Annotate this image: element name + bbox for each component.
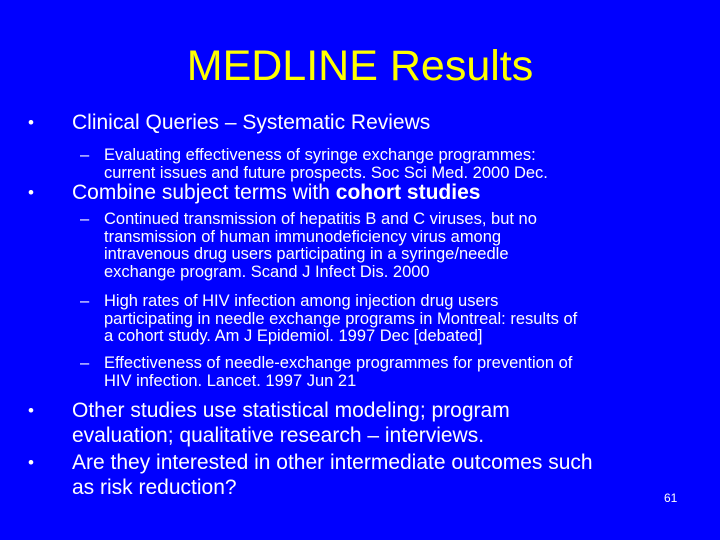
text-line: High rates of HIV infection among injection drug users: [104, 292, 499, 310]
text-line: current issues and future prospects. Soc Sci Med. 2000 Dec.: [104, 163, 548, 182]
text-line: Evaluating effectiveness of syringe exchange programmes:: [104, 146, 536, 164]
text-line: Other studies use statistical modeling; program: [72, 399, 510, 422]
text-line: intravenous drug users participating in a syringe/needle: [104, 245, 509, 263]
slide-title: MEDLINE Results: [186, 42, 534, 90]
sub-bullet-text: [104, 211, 537, 281]
text-line: Are they interested in other intermediate outcomes such: [72, 451, 593, 474]
text-line: HIV infection. Lancet. 1997 Jun 21: [104, 371, 357, 390]
text-line: participating in needle exchange programs in Montreal: results of: [104, 309, 578, 328]
bullet-marker: •: [28, 113, 34, 132]
text-line: Continued transmission of hepatitis B and C viruses, but no: [104, 210, 537, 228]
bullet-text: [72, 398, 510, 448]
bullet-text: [72, 180, 480, 205]
bullet-text: [72, 450, 593, 500]
text-line: transmission of human immunodeficiency virus among: [104, 227, 502, 246]
bullet-marker: •: [28, 401, 34, 420]
sub-bullet-text: [104, 147, 548, 182]
sub-bullet-text: [104, 355, 572, 390]
text-line: a cohort study. Am J Epidemiol. 1997 Dec [debated]: [104, 327, 483, 345]
bullet-text-prefix: Combine subject terms with: [72, 181, 336, 204]
text-line: Effectiveness of needle-exchange programmes for prevention of: [104, 354, 573, 372]
page-number: 61: [664, 491, 678, 505]
sub-bullet-marker: –: [80, 146, 90, 164]
sub-bullet-marker: –: [80, 210, 90, 228]
bullet-marker: •: [28, 183, 34, 202]
text-line: evaluation; qualitative research – interviews.: [72, 424, 485, 447]
bullet-text: Clinical Queries – Systematic Reviews: [72, 111, 431, 134]
text-line: as risk reduction?: [72, 476, 237, 499]
bullet-marker: •: [28, 453, 34, 472]
bullet-text-bold: cohort studies: [335, 181, 481, 204]
sub-bullet-marker: –: [80, 292, 90, 310]
sub-bullet-text: [104, 293, 577, 346]
text-line: exchange program. Scand J Infect Dis. 2000: [104, 262, 430, 281]
sub-bullet-marker: –: [80, 354, 90, 372]
